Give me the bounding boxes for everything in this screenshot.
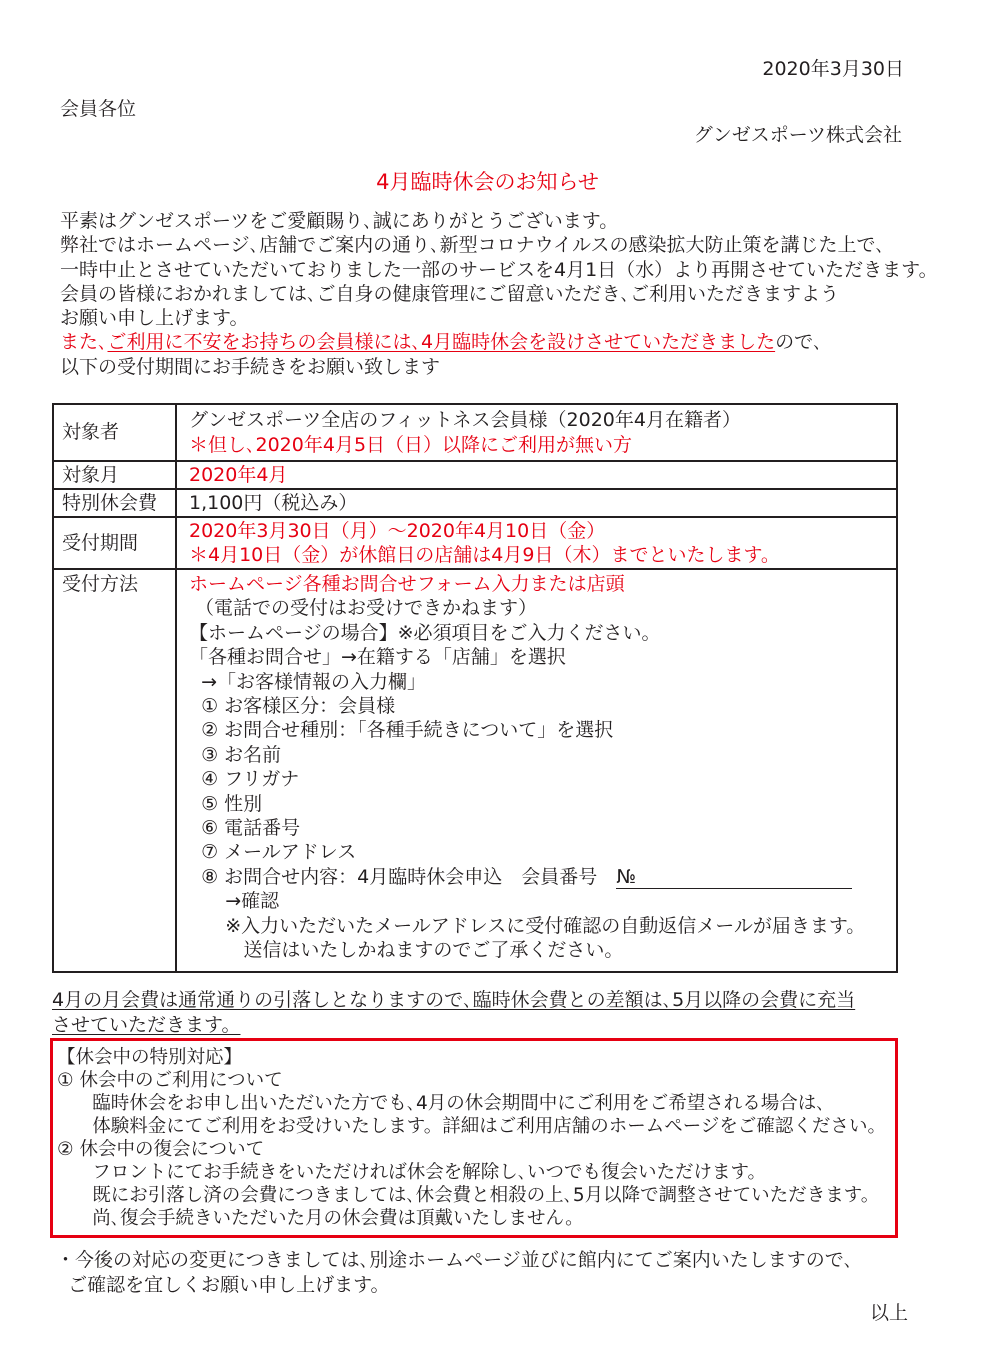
label-target: 対象者	[53, 404, 176, 461]
method-line: →「お客様情報の入力欄」	[189, 670, 426, 693]
footer-note	[56, 1248, 853, 1297]
value-method	[176, 569, 897, 972]
method-confirm: →確認	[189, 890, 280, 913]
special-item-line: フロントにてお手続きをいただければ休会を解除し､いつでも復会いただけます。	[57, 1162, 767, 1183]
member-number-prefix: №	[616, 865, 637, 888]
table-row-method	[53, 569, 897, 972]
method-note: 送信はいたしかねますのでご了承ください。	[189, 939, 624, 962]
value-fee: 1,100円（税込み）	[176, 489, 897, 517]
value-period	[176, 517, 897, 569]
recipient: 会員各位	[60, 98, 137, 120]
company-name: グンゼスポーツ株式会社	[693, 124, 902, 146]
method-item: ① お客様区分：会員様	[189, 695, 396, 718]
period-value: 2020年3月30日（月）～2020年4月10日（金）	[189, 519, 606, 542]
value-target	[176, 404, 897, 461]
intro-line: 以下の受付期間にお手続きをお願い致します	[60, 355, 441, 378]
intro-line-suffix: ので､	[775, 331, 823, 354]
special-item-line: 既にお引落し済の会費につきましては､休会費と相殺の上､5月以降で調整させていただきます。	[57, 1185, 880, 1206]
footer-line: ご確認を宜しくお願い申し上げます。	[56, 1273, 390, 1296]
value-month: 2020年4月	[176, 461, 897, 489]
label-month: 対象月	[53, 461, 176, 489]
label-fee: 特別休会費	[53, 489, 176, 517]
method-line: 「各種お問合せ」→在籍する「店舗」を選択	[189, 646, 566, 669]
target-note: ＊但し､2020年4月5日（日）以降にご利用が無い方	[189, 433, 633, 456]
special-heading: 【休会中の特別対応】	[57, 1047, 243, 1068]
special-response-box	[50, 1038, 898, 1238]
method-line: （電話での受付はお受けできかねます）	[189, 597, 538, 620]
method-line: ホームページ各種お問合せフォーム入力または店頭	[189, 573, 625, 595]
table-row-month	[53, 461, 897, 489]
special-response-text	[57, 1046, 886, 1230]
intro-line: 弊社ではホームページ､店舗でご案内の通り､新型コロナウイルスの感染拡大防止策を講じた上で､	[60, 234, 885, 257]
intro-highlight: ご利用に不安をお持ちの会員様には､4月臨時休会を設けさせていただきました	[107, 331, 776, 354]
intro-line: お願い申し上げます。	[60, 307, 249, 330]
footer-line: ・今後の対応の変更につきましては､別途ホームページ並びに館内にてご案内いたしますので､	[56, 1249, 854, 1271]
fee-notice	[52, 988, 855, 1037]
intro-paragraph	[60, 209, 938, 379]
intro-line-prefix: また､	[60, 331, 108, 354]
method-item: ⑤ 性別	[189, 792, 263, 815]
method-item: ④ フリガナ	[189, 768, 300, 791]
label-method: 受付方法	[53, 569, 176, 972]
method-item: ② お問合せ種別：「各種手続きについて」を選択	[189, 719, 614, 742]
special-item-title: ② 休会中の復会について	[57, 1139, 265, 1160]
target-value: グンゼスポーツ全店のフィットネス会員様（2020年4月在籍者）	[189, 409, 741, 432]
special-item-title: ① 休会中のご利用について	[57, 1070, 283, 1091]
method-item: ⑦ メールアドレス	[189, 841, 357, 864]
intro-line: 平素はグンゼスポーツをご愛顧賜り､誠にありがとうございます。	[60, 210, 619, 232]
document-date: 2020年3月30日	[762, 58, 904, 80]
table-row-period	[53, 517, 897, 569]
method-item: ③ お名前	[189, 743, 282, 766]
info-table	[52, 403, 898, 973]
intro-line: 一時中止とさせていただいておりました一部のサービスを4月1日（水）より再開させていただきます。	[60, 258, 938, 281]
special-item-line: 尚､復会手続きいただいた月の休会費は頂戴いたしません。	[57, 1208, 584, 1229]
table-row-fee	[53, 489, 897, 517]
special-item-line: 臨時休会をお申し出いただいた方でも､4月の休会期間中にご利用をご希望される場合は､	[57, 1093, 826, 1114]
method-item: ⑥ 電話番号	[189, 817, 301, 840]
period-note: ＊4月10日（金）が休館日の店舗は4月9日（木）までといたします。	[189, 544, 780, 566]
table-row-target	[53, 404, 897, 461]
method-note: ※入力いただいたメールアドレスに受付確認の自動返信メールが届きます。	[189, 914, 866, 937]
notice-line: 4月の月会費は通常通りの引落しとなりますので､臨時休会費との差額は､5月以降の会費に充当	[52, 989, 856, 1011]
page-title: 4月臨時休会のお知らせ	[376, 170, 599, 194]
label-period: 受付期間	[53, 517, 176, 569]
intro-line: 会員の皆様におかれましては､ご自身の健康管理にご留意いただき､ご利用いただきますよう	[60, 282, 840, 305]
member-number-blank	[616, 866, 852, 889]
special-item-line: 体験料金にてご利用をお受けいたします。詳細はご利用店舗のホームページをご確認ください。	[57, 1116, 886, 1137]
method-item: ⑧ お問合せ内容：4月臨時休会申込 会員番号	[189, 865, 617, 888]
method-line: 【ホームページの場合】※必須項目をご入力ください。	[189, 621, 661, 644]
closing-word: 以上	[869, 1302, 908, 1324]
notice-line: させていただきます。	[52, 1013, 241, 1036]
